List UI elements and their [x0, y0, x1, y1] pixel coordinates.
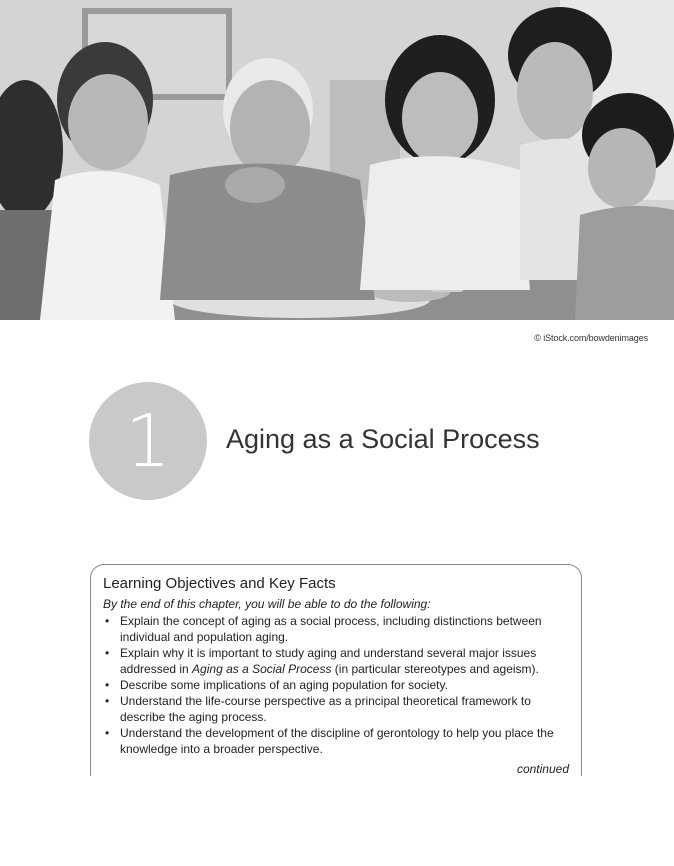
- learning-objectives-heading: Learning Objectives and Key Facts: [103, 575, 336, 592]
- learning-objectives-box: [90, 564, 582, 776]
- chapter-photo: [0, 0, 674, 320]
- list-item-text: Understand the life-course perspective as a principal theoretical framework to describe the aging process.: [120, 694, 531, 724]
- learning-objectives-intro: By the end of this chapter, you will be able to do the following:: [103, 597, 431, 611]
- bullet-icon: •: [105, 614, 110, 628]
- book-title: Aging as a Social Process: [192, 662, 332, 676]
- continued-label: continued: [516, 762, 569, 776]
- list-item-text-end: (in particular stereotypes and ageism).: [331, 662, 539, 676]
- family-dining-photo-icon: [0, 0, 674, 320]
- photo-credit: © iStock.com/bowdenimages: [534, 333, 648, 343]
- list-item-text: Describe some implications of an aging population for society.: [120, 678, 448, 692]
- bullet-icon: •: [105, 726, 110, 740]
- list-item: [103, 613, 569, 645]
- list-item: [103, 693, 569, 725]
- chapter-title: Aging as a Social Process: [226, 424, 540, 454]
- list-item-text: Understand the development of the discipline of gerontology to help you place the knowledge into a broader perspective.: [120, 726, 554, 756]
- bullet-icon: •: [105, 694, 110, 708]
- list-item-text: Explain why it is important to study aging and understand several major issues addressed in: [120, 646, 537, 676]
- chapter-number: 1: [125, 399, 171, 483]
- chapter-number-badge: [89, 382, 207, 500]
- bullet-icon: •: [105, 646, 110, 660]
- list-item-text: Explain the concept of aging as a social process, including distinctions between individual and population aging.: [120, 614, 542, 644]
- learning-objectives-list: [103, 613, 569, 757]
- list-item: [103, 725, 569, 757]
- list-item: [103, 677, 569, 693]
- bullet-icon: •: [105, 678, 110, 692]
- list-item: [103, 645, 569, 677]
